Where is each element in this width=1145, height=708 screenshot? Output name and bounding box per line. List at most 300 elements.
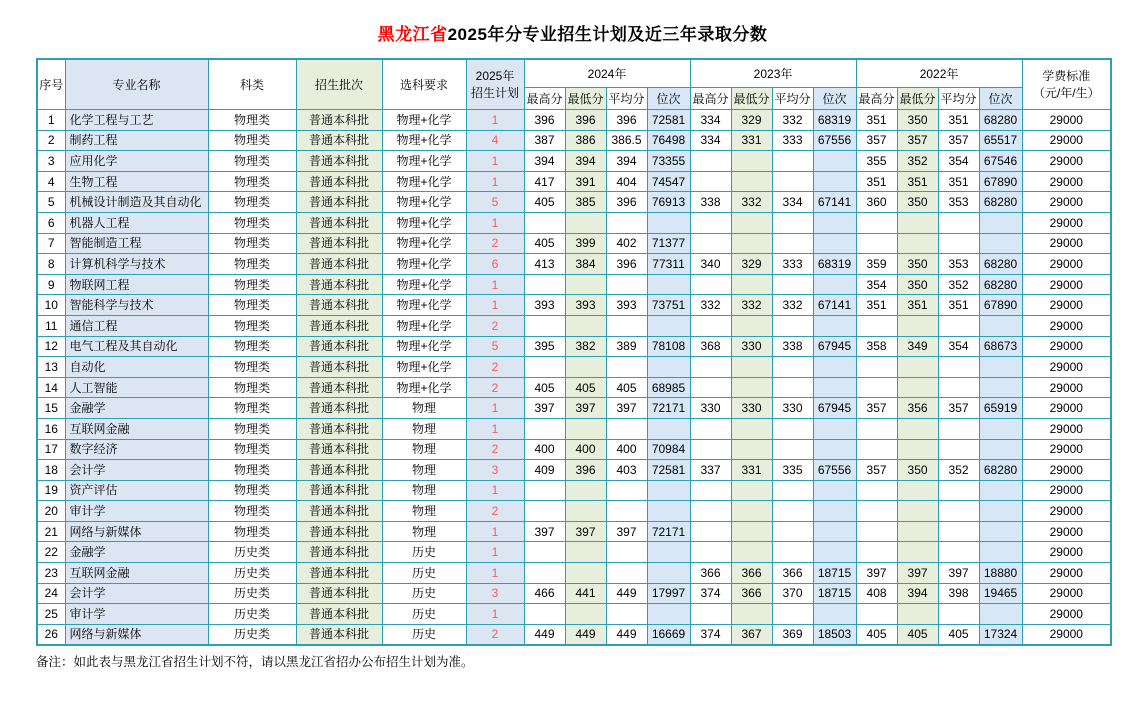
cell-2022-avg-score [938, 501, 979, 522]
cell-2022-avg-score: 351 [938, 110, 979, 131]
table-row [37, 357, 1111, 378]
cell-2022-max-score [856, 418, 897, 439]
cell-2022-avg-score: 351 [938, 295, 979, 316]
cell-2024-rank [647, 274, 690, 295]
cell-fee: 29000 [1022, 295, 1111, 316]
sub-header-rank-2022: 位次 [979, 88, 1022, 110]
cell-2023-max-score: 332 [690, 295, 731, 316]
cell-2024-rank [647, 542, 690, 563]
cell-2022-avg-score: 357 [938, 130, 979, 151]
cell-major-name: 网络与新媒体 [65, 521, 208, 542]
cell-2023-rank [813, 418, 856, 439]
table-row [37, 233, 1111, 254]
cell-batch: 普通本科批 [296, 192, 382, 213]
cell-plan-2025: 1 [466, 398, 524, 419]
cell-2022-max-score: 357 [856, 130, 897, 151]
cell-2023-avg-score [772, 357, 813, 378]
cell-2023-min-score: 366 [731, 583, 772, 604]
cell-2024-avg-score [606, 315, 647, 336]
cell-2023-avg-score [772, 521, 813, 542]
cell-2024-rank: 72171 [647, 398, 690, 419]
cell-2024-max-score: 413 [524, 254, 565, 275]
cell-plan-2025: 1 [466, 212, 524, 233]
cell-2022-max-score [856, 233, 897, 254]
cell-index: 19 [37, 480, 65, 501]
cell-2022-rank [979, 604, 1022, 625]
cell-2023-min-score [731, 439, 772, 460]
col-header-fee [1022, 59, 1111, 110]
cell-2024-rank: 17997 [647, 583, 690, 604]
cell-fee: 29000 [1022, 274, 1111, 295]
cell-2024-min-score [565, 418, 606, 439]
cell-index: 15 [37, 398, 65, 419]
cell-batch: 普通本科批 [296, 480, 382, 501]
cell-2023-min-score [731, 480, 772, 501]
cell-2024-min-score: 400 [565, 439, 606, 460]
cell-subject-req: 物理+化学 [382, 110, 466, 131]
cell-2022-min-score [897, 480, 938, 501]
cell-2023-min-score [731, 171, 772, 192]
cell-2023-rank: 67141 [813, 295, 856, 316]
cell-major-name: 资产评估 [65, 480, 208, 501]
cell-2024-avg-score: 404 [606, 171, 647, 192]
cell-2024-avg-score: 396 [606, 110, 647, 131]
cell-2022-rank [979, 418, 1022, 439]
cell-batch: 普通本科批 [296, 563, 382, 584]
cell-2022-min-score [897, 212, 938, 233]
cell-2024-avg-score: 396 [606, 254, 647, 275]
cell-2023-rank [813, 439, 856, 460]
cell-2024-avg-score: 393 [606, 295, 647, 316]
cell-fee: 29000 [1022, 130, 1111, 151]
cell-2024-rank [647, 212, 690, 233]
cell-batch: 普通本科批 [296, 439, 382, 460]
cell-2023-max-score: 338 [690, 192, 731, 213]
cell-index: 22 [37, 542, 65, 563]
cell-2023-rank [813, 233, 856, 254]
cell-2024-rank [647, 418, 690, 439]
cell-category: 物理类 [208, 110, 296, 131]
table-row [37, 192, 1111, 213]
cell-index: 7 [37, 233, 65, 254]
cell-2023-max-score [690, 604, 731, 625]
cell-2024-max-score: 449 [524, 624, 565, 645]
cell-batch: 普通本科批 [296, 377, 382, 398]
cell-category: 物理类 [208, 212, 296, 233]
cell-2024-min-score: 397 [565, 398, 606, 419]
cell-2022-avg-score: 354 [938, 151, 979, 172]
cell-plan-2025: 1 [466, 604, 524, 625]
cell-2024-min-score: 393 [565, 295, 606, 316]
cell-fee: 29000 [1022, 315, 1111, 336]
cell-2024-max-score: 393 [524, 295, 565, 316]
cell-major-name: 互联网金融 [65, 418, 208, 439]
cell-2024-rank [647, 604, 690, 625]
cell-2022-avg-score [938, 377, 979, 398]
cell-subject-req: 物理+化学 [382, 295, 466, 316]
cell-category: 物理类 [208, 439, 296, 460]
cell-2024-rank: 70984 [647, 439, 690, 460]
cell-2024-avg-score: 449 [606, 583, 647, 604]
cell-category: 物理类 [208, 192, 296, 213]
cell-batch: 普通本科批 [296, 521, 382, 542]
cell-index: 8 [37, 254, 65, 275]
cell-2023-max-score [690, 315, 731, 336]
table-row [37, 315, 1111, 336]
cell-major-name: 人工智能 [65, 377, 208, 398]
cell-subject-req: 物理+化学 [382, 192, 466, 213]
col-header-category: 科类 [208, 59, 296, 110]
cell-2022-rank [979, 521, 1022, 542]
cell-2022-rank [979, 357, 1022, 378]
cell-2022-rank: 65919 [979, 398, 1022, 419]
table-row [37, 480, 1111, 501]
cell-2023-max-score: 330 [690, 398, 731, 419]
cell-subject-req: 历史 [382, 542, 466, 563]
cell-plan-2025: 3 [466, 583, 524, 604]
cell-2022-max-score [856, 604, 897, 625]
cell-batch: 普通本科批 [296, 501, 382, 522]
cell-2023-max-score: 340 [690, 254, 731, 275]
cell-major-name: 数字经济 [65, 439, 208, 460]
year-header-2024: 2024年 [524, 59, 690, 88]
cell-2023-avg-score: 333 [772, 254, 813, 275]
cell-2024-rank: 76913 [647, 192, 690, 213]
cell-2022-min-score [897, 542, 938, 563]
cell-2023-max-score [690, 418, 731, 439]
cell-plan-2025: 1 [466, 151, 524, 172]
cell-subject-req: 物理 [382, 398, 466, 419]
table-row [37, 521, 1111, 542]
cell-plan-2025: 2 [466, 315, 524, 336]
cell-fee: 29000 [1022, 542, 1111, 563]
table-row [37, 583, 1111, 604]
cell-2023-rank [813, 151, 856, 172]
cell-2023-avg-score [772, 212, 813, 233]
cell-2022-rank: 68673 [979, 336, 1022, 357]
cell-2024-max-score [524, 542, 565, 563]
fee-header-line1: 学费标准 [1042, 69, 1091, 84]
cell-fee: 29000 [1022, 398, 1111, 419]
sub-header-avg-2024: 平均分 [606, 88, 647, 110]
cell-major-name: 金融学 [65, 398, 208, 419]
cell-2023-rank [813, 171, 856, 192]
cell-2023-max-score: 334 [690, 110, 731, 131]
cell-2022-rank: 67890 [979, 295, 1022, 316]
footnote: 备注：如此表与黑龙江省招生计划不符，请以黑龙江省招办公布招生计划为准。 [36, 655, 474, 669]
cell-2023-avg-score: 369 [772, 624, 813, 645]
cell-2024-avg-score [606, 480, 647, 501]
cell-subject-req: 物理+化学 [382, 151, 466, 172]
cell-plan-2025: 1 [466, 480, 524, 501]
cell-2024-avg-score: 394 [606, 151, 647, 172]
cell-2023-min-score [731, 604, 772, 625]
cell-category: 物理类 [208, 377, 296, 398]
cell-major-name: 电气工程及其自动化 [65, 336, 208, 357]
cell-2023-rank [813, 604, 856, 625]
sub-header-max-2024: 最高分 [524, 88, 565, 110]
cell-2023-min-score: 332 [731, 192, 772, 213]
table-row [37, 604, 1111, 625]
col-header-plan-2025 [466, 59, 524, 110]
cell-batch: 普通本科批 [296, 336, 382, 357]
cell-2022-max-score: 355 [856, 151, 897, 172]
cell-2024-min-score: 382 [565, 336, 606, 357]
cell-2024-avg-score: 449 [606, 624, 647, 645]
cell-2023-avg-score [772, 315, 813, 336]
cell-batch: 普通本科批 [296, 583, 382, 604]
cell-2023-max-score: 366 [690, 563, 731, 584]
cell-2022-min-score [897, 357, 938, 378]
cell-2022-avg-score [938, 418, 979, 439]
cell-2022-avg-score [938, 212, 979, 233]
cell-2023-min-score [731, 274, 772, 295]
cell-2023-rank: 18503 [813, 624, 856, 645]
cell-2022-rank: 67890 [979, 171, 1022, 192]
sub-header-min-2024: 最低分 [565, 88, 606, 110]
cell-2022-rank: 67546 [979, 151, 1022, 172]
cell-2022-max-score: 351 [856, 110, 897, 131]
table-row [37, 274, 1111, 295]
cell-index: 12 [37, 336, 65, 357]
table-body [37, 110, 1111, 645]
cell-2024-max-score [524, 357, 565, 378]
cell-category: 物理类 [208, 233, 296, 254]
sub-header-min-2023: 最低分 [731, 88, 772, 110]
cell-category: 物理类 [208, 171, 296, 192]
cell-2022-avg-score [938, 521, 979, 542]
cell-2024-rank: 76498 [647, 130, 690, 151]
cell-index: 9 [37, 274, 65, 295]
cell-batch: 普通本科批 [296, 254, 382, 275]
cell-2024-rank [647, 357, 690, 378]
cell-fee: 29000 [1022, 460, 1111, 481]
cell-2024-rank: 72581 [647, 110, 690, 131]
table-row [37, 563, 1111, 584]
cell-2022-min-score [897, 521, 938, 542]
cell-2023-max-score [690, 151, 731, 172]
cell-batch: 普通本科批 [296, 274, 382, 295]
cell-2022-rank [979, 315, 1022, 336]
cell-index: 6 [37, 212, 65, 233]
cell-2022-min-score: 356 [897, 398, 938, 419]
cell-major-name: 机械设计制造及其自动化 [65, 192, 208, 213]
cell-plan-2025: 1 [466, 274, 524, 295]
cell-2023-min-score [731, 315, 772, 336]
cell-2024-min-score [565, 357, 606, 378]
cell-plan-2025: 3 [466, 460, 524, 481]
cell-2023-rank: 67141 [813, 192, 856, 213]
cell-2024-max-score: 395 [524, 336, 565, 357]
cell-batch: 普通本科批 [296, 212, 382, 233]
cell-2024-min-score [565, 501, 606, 522]
cell-2022-max-score: 360 [856, 192, 897, 213]
cell-category: 物理类 [208, 295, 296, 316]
cell-2023-max-score: 374 [690, 624, 731, 645]
cell-major-name: 通信工程 [65, 315, 208, 336]
cell-2022-rank: 18880 [979, 563, 1022, 584]
cell-subject-req: 物理 [382, 439, 466, 460]
cell-category: 物理类 [208, 151, 296, 172]
cell-2022-avg-score: 398 [938, 583, 979, 604]
cell-2023-rank [813, 274, 856, 295]
year-header-2023: 2023年 [690, 59, 856, 88]
cell-2024-avg-score: 397 [606, 398, 647, 419]
cell-subject-req: 历史 [382, 583, 466, 604]
table-row [37, 151, 1111, 172]
cell-major-name: 化学工程与工艺 [65, 110, 208, 131]
cell-2023-min-score: 366 [731, 563, 772, 584]
cell-2022-max-score [856, 542, 897, 563]
cell-2022-max-score: 405 [856, 624, 897, 645]
cell-fee: 29000 [1022, 151, 1111, 172]
cell-batch: 普通本科批 [296, 604, 382, 625]
cell-2022-rank [979, 377, 1022, 398]
cell-2022-max-score: 357 [856, 460, 897, 481]
cell-2024-avg-score [606, 501, 647, 522]
cell-2023-min-score [731, 418, 772, 439]
cell-2023-min-score [731, 233, 772, 254]
cell-2023-avg-score [772, 377, 813, 398]
cell-2024-avg-score [606, 212, 647, 233]
cell-2023-avg-score: 330 [772, 398, 813, 419]
cell-fee: 29000 [1022, 110, 1111, 131]
cell-plan-2025: 1 [466, 563, 524, 584]
cell-2023-max-score: 368 [690, 336, 731, 357]
cell-subject-req: 物理+化学 [382, 377, 466, 398]
cell-2022-avg-score: 351 [938, 171, 979, 192]
cell-2024-rank [647, 501, 690, 522]
cell-2024-max-score [524, 212, 565, 233]
sub-header-avg-2022: 平均分 [938, 88, 979, 110]
cell-plan-2025: 1 [466, 418, 524, 439]
cell-plan-2025: 2 [466, 357, 524, 378]
cell-2023-rank: 67556 [813, 130, 856, 151]
cell-2024-max-score: 405 [524, 192, 565, 213]
cell-2022-max-score: 397 [856, 563, 897, 584]
fee-header-line2: （元/年/生） [1032, 85, 1100, 100]
cell-plan-2025: 2 [466, 439, 524, 460]
cell-2022-min-score: 350 [897, 460, 938, 481]
table-row [37, 439, 1111, 460]
cell-category: 物理类 [208, 357, 296, 378]
cell-2022-avg-score: 354 [938, 336, 979, 357]
cell-2024-avg-score: 386.5 [606, 130, 647, 151]
cell-2024-min-score: 394 [565, 151, 606, 172]
cell-2024-rank [647, 563, 690, 584]
cell-2023-rank [813, 212, 856, 233]
plan-header-line2: 招生计划 [470, 85, 519, 100]
cell-index: 1 [37, 110, 65, 131]
cell-2023-avg-score: 335 [772, 460, 813, 481]
cell-index: 16 [37, 418, 65, 439]
cell-2022-rank: 17324 [979, 624, 1022, 645]
cell-subject-req: 物理+化学 [382, 130, 466, 151]
cell-2022-rank [979, 233, 1022, 254]
cell-subject-req: 物理+化学 [382, 233, 466, 254]
cell-2024-min-score: 441 [565, 583, 606, 604]
cell-2024-max-score: 397 [524, 398, 565, 419]
cell-fee: 29000 [1022, 501, 1111, 522]
cell-fee: 29000 [1022, 171, 1111, 192]
cell-2022-min-score [897, 315, 938, 336]
cell-category: 物理类 [208, 336, 296, 357]
cell-subject-req: 物理 [382, 418, 466, 439]
cell-category: 物理类 [208, 254, 296, 275]
cell-2024-max-score: 396 [524, 110, 565, 131]
cell-2023-avg-score: 370 [772, 583, 813, 604]
cell-2024-rank: 73355 [647, 151, 690, 172]
cell-subject-req: 物理+化学 [382, 212, 466, 233]
cell-2023-rank: 67945 [813, 398, 856, 419]
cell-fee: 29000 [1022, 212, 1111, 233]
cell-2023-max-score [690, 439, 731, 460]
cell-fee: 29000 [1022, 254, 1111, 275]
table-row [37, 624, 1111, 645]
cell-category: 历史类 [208, 583, 296, 604]
cell-2023-rank [813, 357, 856, 378]
cell-fee: 29000 [1022, 336, 1111, 357]
cell-2022-avg-score: 352 [938, 274, 979, 295]
cell-subject-req: 物理+化学 [382, 357, 466, 378]
cell-subject-req: 物理+化学 [382, 315, 466, 336]
cell-2022-min-score: 397 [897, 563, 938, 584]
cell-2023-avg-score [772, 171, 813, 192]
cell-2022-max-score [856, 377, 897, 398]
cell-2023-avg-score [772, 604, 813, 625]
cell-plan-2025: 1 [466, 521, 524, 542]
cell-2022-max-score [856, 357, 897, 378]
table-row [37, 254, 1111, 275]
cell-2024-min-score: 405 [565, 377, 606, 398]
cell-2023-min-score: 331 [731, 130, 772, 151]
cell-2022-avg-score [938, 315, 979, 336]
cell-2023-max-score: 374 [690, 583, 731, 604]
cell-2024-min-score [565, 315, 606, 336]
cell-2023-avg-score: 366 [772, 563, 813, 584]
cell-2024-avg-score [606, 357, 647, 378]
cell-2022-avg-score: 352 [938, 460, 979, 481]
cell-2022-avg-score [938, 233, 979, 254]
cell-2023-min-score [731, 377, 772, 398]
cell-2024-max-score: 405 [524, 233, 565, 254]
cell-2024-rank: 68985 [647, 377, 690, 398]
cell-major-name: 网络与新媒体 [65, 624, 208, 645]
cell-fee: 29000 [1022, 521, 1111, 542]
cell-2022-min-score [897, 233, 938, 254]
table-row [37, 377, 1111, 398]
cell-major-name: 自动化 [65, 357, 208, 378]
cell-major-name: 会计学 [65, 583, 208, 604]
col-header-subject-req: 选科要求 [382, 59, 466, 110]
cell-2022-avg-score: 357 [938, 398, 979, 419]
sub-header-min-2022: 最低分 [897, 88, 938, 110]
cell-2024-max-score [524, 274, 565, 295]
cell-subject-req: 物理+化学 [382, 254, 466, 275]
cell-2022-rank: 68280 [979, 254, 1022, 275]
cell-index: 24 [37, 583, 65, 604]
admission-table [36, 58, 1112, 646]
cell-batch: 普通本科批 [296, 295, 382, 316]
cell-2023-avg-score: 338 [772, 336, 813, 357]
sub-header-rank-2024: 位次 [647, 88, 690, 110]
cell-2024-max-score: 394 [524, 151, 565, 172]
cell-major-name: 物联网工程 [65, 274, 208, 295]
cell-2024-avg-score: 396 [606, 192, 647, 213]
table-row [37, 130, 1111, 151]
cell-major-name: 制药工程 [65, 130, 208, 151]
cell-2023-rank [813, 315, 856, 336]
